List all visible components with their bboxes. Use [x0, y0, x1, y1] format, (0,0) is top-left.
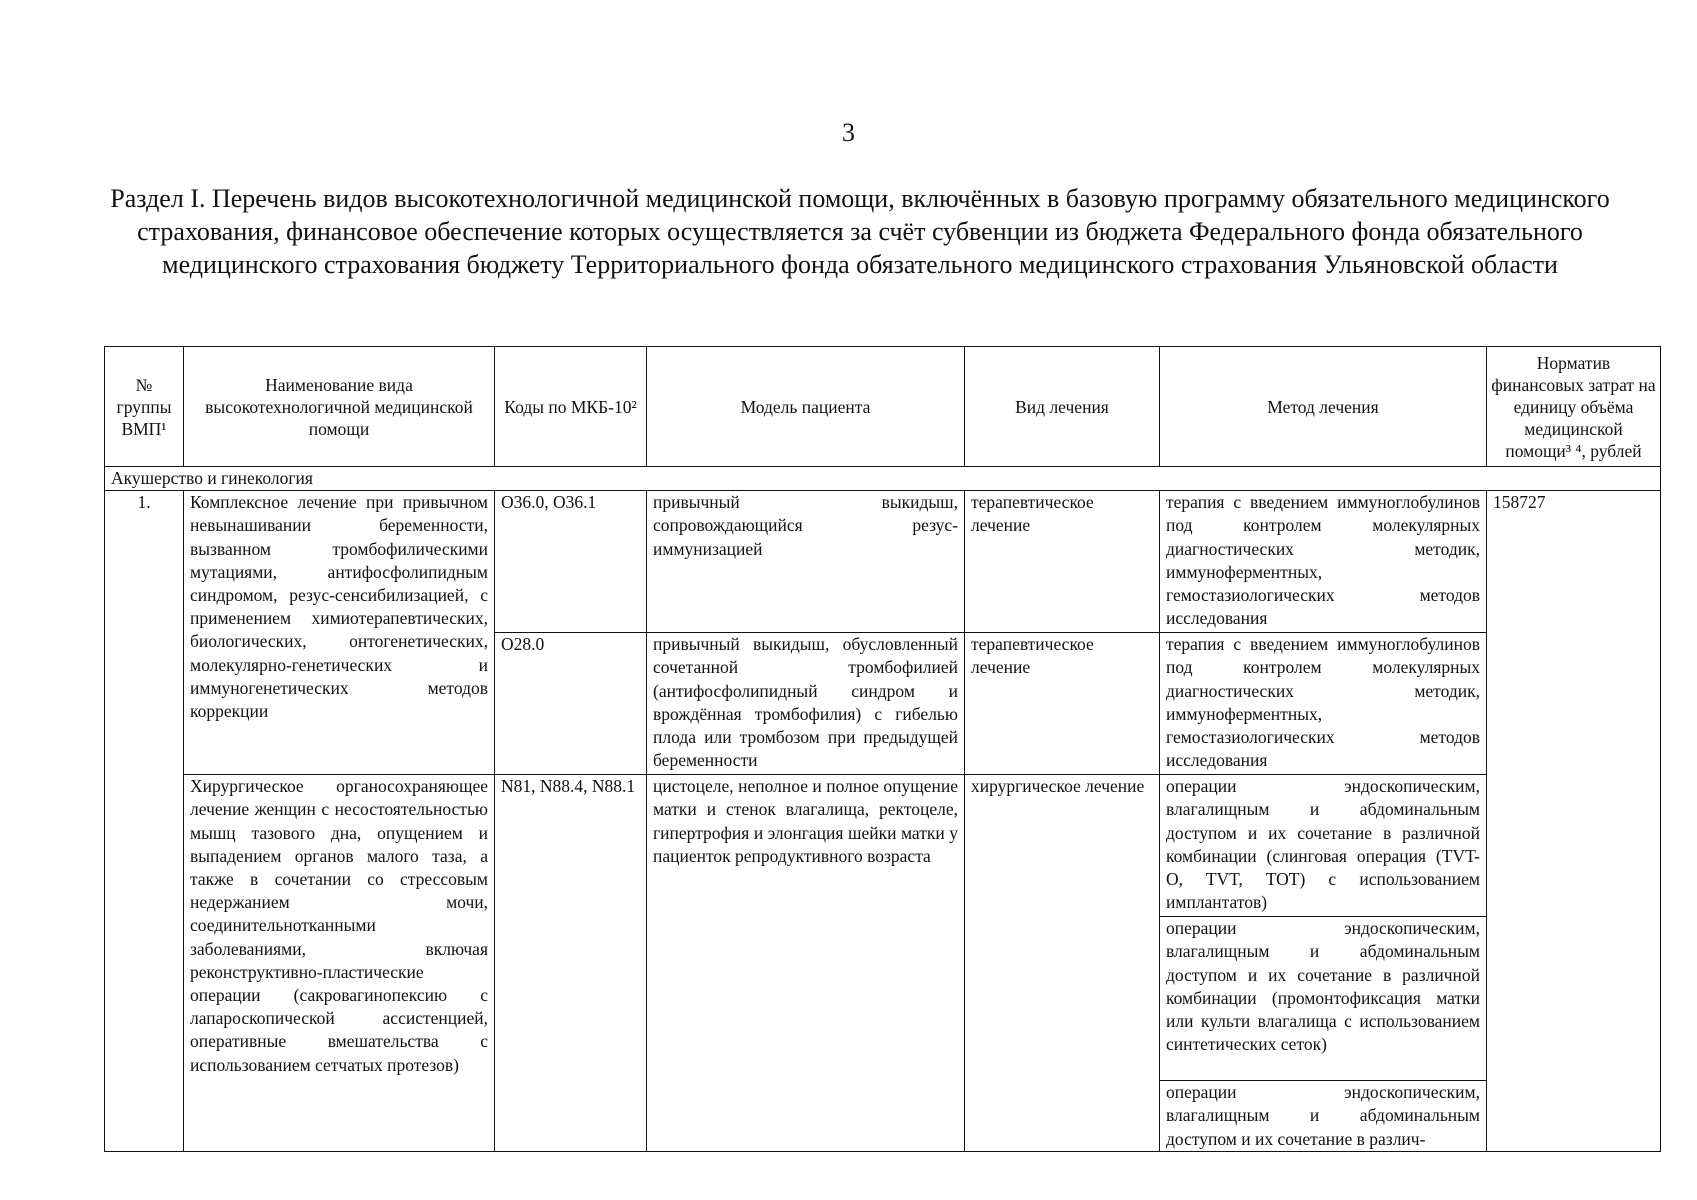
section-row [105, 467, 1661, 491]
page-number: 3 [842, 118, 855, 147]
mkb-codes-cell: O36.0, O36.1 [495, 491, 647, 633]
treatment-type-cell: терапевтическое лечение [965, 491, 1160, 633]
treatment-method-cell: терапия с введением иммуноглобулинов под контролем молекулярных диагностических методик, иммуноферментных, гемостазиологических методов исследования [1160, 491, 1487, 633]
patient-model-cell: привычный выкидыш, сопровождающийся резус-иммунизацией [647, 491, 965, 633]
table-row [105, 491, 1661, 633]
header-mkb-codes: Коды по МКБ-10² [495, 347, 647, 467]
treatment-method-cell: операции эндоскопическим, влагалищным и абдоминальным доступом и их сочетание в различ- [1160, 1081, 1487, 1152]
header-financial-norm: Норматив финансовых затрат на единицу объёма медицинской помощи³ ⁴, рублей [1487, 347, 1661, 467]
treatment-method-cell: операции эндоскопическим, влагалищным и абдоминальным доступом и их сочетание в различной комбинации (слинговая операция (TVT-O, TVT, TOT) с использованием имплантатов) [1160, 775, 1487, 917]
header-group-number: № группы ВМП¹ [105, 347, 184, 467]
header-treatment-type: Вид лечения [965, 347, 1160, 467]
table-row [105, 775, 1661, 917]
financial-norm-cell: 158727 [1487, 491, 1661, 1152]
header-row [105, 347, 1661, 467]
vmp-name-cell: Хирургическое органосохраняющее лечение женщин с несостоятельностью мышц тазового дна, опущением и выпадением органов малого таза, а также в сочетании со стрессовым недержанием мочи, соединительнотканными заболеваниями, включая реконструктивно-пластические операции (сакровагинопексию с лапароскопической ассистенцией, оперативные вмешательства с использованием сетчатых протезов) [184, 775, 495, 1152]
treatment-method-cell: операции эндоскопическим, влагалищным и абдоминальным доступом и их сочетание в различной комбинации (промонтофиксация матки или культи влагалища с использованием синтетических сеток) [1160, 917, 1487, 1081]
header-treatment-method: Метод лечения [1160, 347, 1487, 467]
vmp-table [104, 346, 1661, 1152]
treatment-method-cell: терапия с введением иммуноглобулинов под контролем молекулярных диагностических методик, иммуноферментных, гемостазиологических методов исследования [1160, 633, 1487, 775]
treatment-type-cell: терапевтическое лечение [965, 633, 1160, 775]
section-name: Акушерство и гинекология [105, 467, 1661, 491]
header-patient-model: Модель пациента [647, 347, 965, 467]
group-number: 1. [105, 491, 184, 1152]
header-vmp-name: Наименование вида высокотехнологичной медицинской помощи [184, 347, 495, 467]
section-title: Раздел I. Перечень видов высокотехнологичной медицинской помощи, включённых в базовую программу обязательного медицинского страхования, финансовое обеспечение которых осуществляется за счёт субвенции из бюджета Федерального фонда обязательного медицинского страхования бюджету Территориального фонда обязательного медицинского страхования Ульяновской области [110, 184, 1610, 279]
patient-model-cell: цистоцеле, неполное и полное опущение матки и стенок влагалища, ректоцеле, гипертрофия и элонгация шейки матки у пациенток репродуктивного возраста [647, 775, 965, 1152]
mkb-codes-cell: O28.0 [495, 633, 647, 775]
mkb-codes-cell: N81, N88.4, N88.1 [495, 775, 647, 1152]
treatment-type-cell: хирургическое лечение [965, 775, 1160, 1152]
patient-model-cell: привычный выкидыш, обусловленный сочетанной тромбофилией (антифосфолипидный синдром и врождённая тромбофилия) с гибелью плода или тромбозом при предыдущей беременности [647, 633, 965, 775]
vmp-name-cell: Комплексное лечение при привычном невынашивании беременности, вызванном тромбофилическими мутациями, антифосфолипидным синдромом, резус-сенсибилизацией, с применением химиотерапевтических, биологических, онтогенетических, молекулярно-генетических и иммуногенетических методов коррекции [184, 491, 495, 775]
